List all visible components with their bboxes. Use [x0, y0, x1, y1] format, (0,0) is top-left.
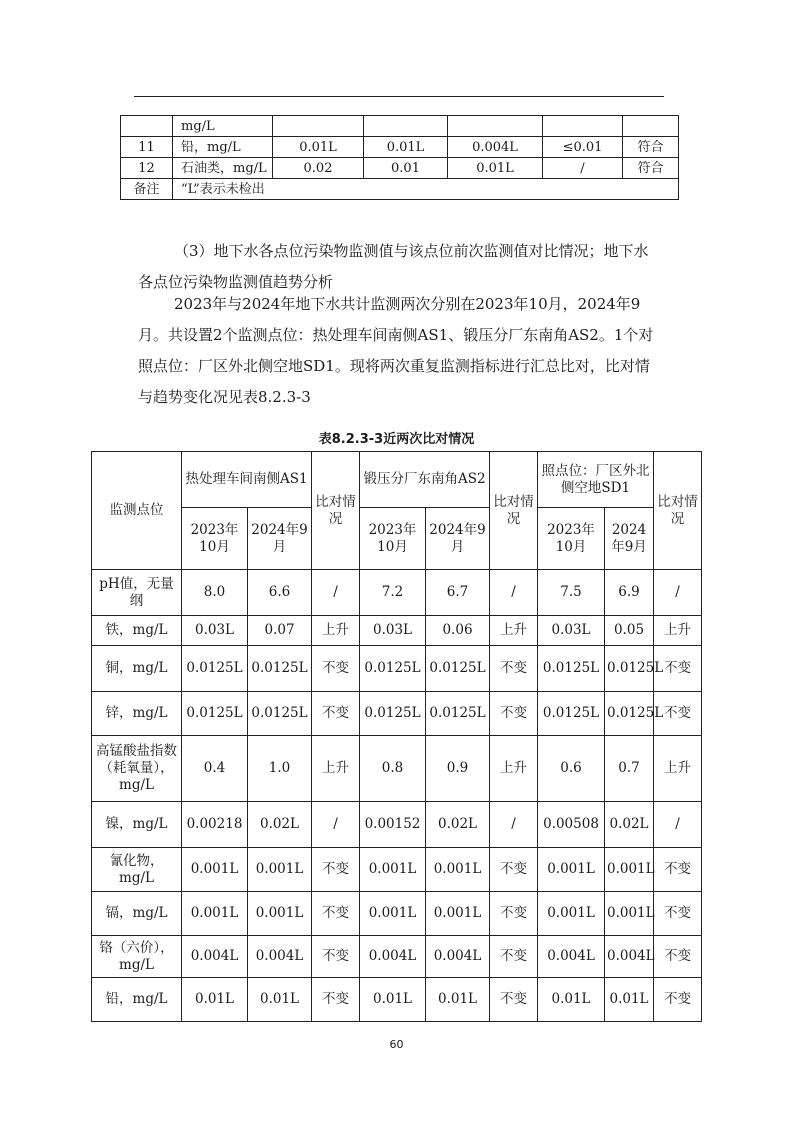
table-cell-item: 镉，mg/L [92, 892, 182, 936]
table-cell-ac: / [312, 802, 360, 848]
table-cell-c2: 6.9 [605, 570, 654, 616]
table-cell-c1: 0.001L [538, 848, 605, 892]
table-cell-bc: 不变 [490, 892, 538, 936]
table-cell-c4: / [543, 158, 623, 179]
table-cell-b2: 0.001L [426, 892, 490, 936]
header-compare: 比对情况 [654, 452, 702, 570]
table-cell-a1: 0.0125L [182, 646, 248, 692]
table-cell-c2: 0.004L [605, 936, 654, 978]
table-cell-item: 锌，mg/L [92, 692, 182, 736]
table-cell-c1: 0.01L [538, 978, 605, 1022]
table-cell-result: 符合 [623, 158, 679, 179]
table-cell-cc: 不变 [654, 978, 702, 1022]
table-row [92, 802, 702, 848]
table-cell-a1: 0.0125L [182, 692, 248, 736]
table-cell-ac: 不变 [312, 936, 360, 978]
table-cell-bc: / [490, 570, 538, 616]
table-cell-c2: 0.0125L [605, 646, 654, 692]
table-cell-b2: 0.0125L [426, 646, 490, 692]
section-heading-paragraph: （3）地下水各点位污染物监测值与该点位前次监测值对比情况；地下水各点位污染物监测值趋势分析 [138, 242, 649, 291]
table-cell-a2: 0.0125L [248, 646, 312, 692]
table-cell-b2: 0.0125L [426, 692, 490, 736]
table-cell-b2: 0.01L [426, 978, 490, 1022]
table-row [92, 570, 702, 616]
table-cell-cc: 不变 [654, 692, 702, 736]
table-cell-a1: 0.004L [182, 936, 248, 978]
table-cell-a2: 1.0 [248, 736, 312, 802]
table-row [92, 978, 702, 1022]
table-cell-a1: 8.0 [182, 570, 248, 616]
table-cell-c1: 0.004L [538, 936, 605, 978]
table-row [92, 848, 702, 892]
table-caption: 表8.2.3-3近两次比对情况 [318, 432, 475, 447]
table-cell-b2: 0.004L [426, 936, 490, 978]
table-cell-a2: 0.001L [248, 892, 312, 936]
table-cell-b1: 0.001L [360, 848, 426, 892]
table-cell-c4 [543, 116, 623, 137]
table-cell-ac: 不变 [312, 848, 360, 892]
table-cell-cc: 不变 [654, 936, 702, 978]
note-label: 备注 [121, 179, 173, 200]
table-cell-a1: 0.01L [182, 978, 248, 1022]
table-cell-c2: 0.01L [605, 978, 654, 1022]
table-row [92, 616, 702, 646]
table-cell-bc: / [490, 802, 538, 848]
header-location-as2: 锻压分厂东南角AS2 [360, 452, 490, 508]
table-cell-ac: 不变 [312, 892, 360, 936]
table-cell-c1: 0.6 [538, 736, 605, 802]
table-cell-b2: 0.02L [426, 802, 490, 848]
table-cell-a1: 0.001L [182, 892, 248, 936]
table-cell-c1 [273, 116, 364, 137]
table-cell-c1: 0.00508 [538, 802, 605, 848]
table-cell-b1: 0.03L [360, 616, 426, 646]
page-number: 60 [389, 1038, 404, 1051]
table-cell-bc: 不变 [490, 646, 538, 692]
table-cell-ac: 不变 [312, 646, 360, 692]
table-cell-c2 [364, 116, 448, 137]
header-compare: 比对情况 [312, 452, 360, 570]
table-cell-b2: 0.06 [426, 616, 490, 646]
header-year-2023: 2023年10月 [538, 508, 605, 570]
table-row [92, 692, 702, 736]
table-cell-b2: 0.001L [426, 848, 490, 892]
table-cell-ac: 不变 [312, 978, 360, 1022]
table-cell-b2: 0.9 [426, 736, 490, 802]
table-cell-item: 铬（六价），mg/L [92, 936, 182, 978]
table-cell-c3: 0.01L [448, 158, 543, 179]
table-cell-a1: 0.001L [182, 848, 248, 892]
table-cell-item: pH值，无量纲 [92, 570, 182, 616]
table-cell-cc: 上升 [654, 616, 702, 646]
table-cell-ac: / [312, 570, 360, 616]
table-cell-a1: 0.00218 [182, 802, 248, 848]
table-cell-a2: 0.01L [248, 978, 312, 1022]
table-cell-bc: 上升 [490, 616, 538, 646]
table-cell-item: 铅，mg/L [173, 137, 273, 158]
header-year-2023: 2023年10月 [360, 508, 426, 570]
note-text: “L”表示未检出 [173, 179, 679, 200]
table-cell-no [121, 116, 173, 137]
table-row [92, 892, 702, 936]
header-rule [134, 96, 664, 97]
table-cell-item: 石油类，mg/L [173, 158, 273, 179]
body-paragraph: 2023年与2024年地下水共计监测两次分别在2023年10月，2024年9月。共设置2个监测点位：热处理车间南侧AS1、锻压分厂东南角AS2。1个对照点位：厂区外北侧空地SD1。现将两次重复监测指标进行汇总比对，比对情与趋势变化况见表8.2.3-3 [138, 295, 654, 406]
table-cell-cc: 不变 [654, 646, 702, 692]
table-cell-c4: ≤0.01 [543, 137, 623, 158]
header-location-as1: 热处理车间南侧AS1 [182, 452, 312, 508]
table-cell-b1: 0.001L [360, 892, 426, 936]
table-cell-c2: 0.001L [605, 848, 654, 892]
table-row [92, 736, 702, 802]
standards-table-continued [120, 115, 679, 200]
table-cell-c1: 7.5 [538, 570, 605, 616]
table-cell-c3 [448, 116, 543, 137]
table-cell-bc: 不变 [490, 692, 538, 736]
table-cell-cc: 上升 [654, 736, 702, 802]
note-row [121, 179, 679, 200]
table-cell-bc: 不变 [490, 936, 538, 978]
table-cell-a2: 0.001L [248, 848, 312, 892]
table-cell-item: 高锰酸盐指数（耗氧量），mg/L [92, 736, 182, 802]
table-cell-item: 铅，mg/L [92, 978, 182, 1022]
table-cell-c2: 0.01 [364, 158, 448, 179]
table-cell-c2: 0.01L [364, 137, 448, 158]
header-year-2023: 2023年10月 [182, 508, 248, 570]
table-cell-c1: 0.001L [538, 892, 605, 936]
table-cell-b1: 0.0125L [360, 646, 426, 692]
table-cell-no: 11 [121, 137, 173, 158]
table-cell-c2: 0.7 [605, 736, 654, 802]
table-row [121, 137, 679, 158]
table-cell-c2: 0.02L [605, 802, 654, 848]
table-cell-a2: 6.6 [248, 570, 312, 616]
table-row [92, 646, 702, 692]
table-cell-c1: 0.0125L [538, 646, 605, 692]
table-row [121, 116, 679, 137]
comparison-table [91, 451, 702, 1022]
header-compare: 比对情况 [490, 452, 538, 570]
table-cell-no: 12 [121, 158, 173, 179]
table-cell-a2: 0.07 [248, 616, 312, 646]
table-cell-a2: 0.0125L [248, 692, 312, 736]
table-cell-item: 镍，mg/L [92, 802, 182, 848]
table-cell-c1: 0.03L [538, 616, 605, 646]
table-cell-c3: 0.004L [448, 137, 543, 158]
table-cell-cc: 不变 [654, 892, 702, 936]
header-year-2024: 2024年9月 [605, 508, 654, 570]
table-cell-bc: 不变 [490, 978, 538, 1022]
table-cell-b1: 0.01L [360, 978, 426, 1022]
table-cell-c1: 0.02 [273, 158, 364, 179]
table-cell-cc: / [654, 802, 702, 848]
table-cell-c2: 0.05 [605, 616, 654, 646]
header-year-2024: 2024年9月 [248, 508, 312, 570]
table-cell-b1: 0.8 [360, 736, 426, 802]
table-cell-bc: 上升 [490, 736, 538, 802]
table-cell-bc: 不变 [490, 848, 538, 892]
table-cell-b1: 0.004L [360, 936, 426, 978]
header-site: 监测点位 [92, 452, 182, 570]
table-cell-b1: 7.2 [360, 570, 426, 616]
header-year-2024: 2024年9月 [426, 508, 490, 570]
table-cell-a1: 0.4 [182, 736, 248, 802]
table-cell-ac: 上升 [312, 736, 360, 802]
table-cell-item: mg/L [173, 116, 273, 137]
table-cell-c1: 0.01L [273, 137, 364, 158]
table-cell-result: 符合 [623, 137, 679, 158]
table-cell-a1: 0.03L [182, 616, 248, 646]
table-cell-cc: / [654, 570, 702, 616]
table-cell-item: 铁，mg/L [92, 616, 182, 646]
table-cell-c2: 0.001L [605, 892, 654, 936]
table-cell-b1: 0.00152 [360, 802, 426, 848]
table-cell-ac: 不变 [312, 692, 360, 736]
table-cell-item: 铜，mg/L [92, 646, 182, 692]
table-cell-c1: 0.0125L [538, 692, 605, 736]
table-cell-b1: 0.0125L [360, 692, 426, 736]
table-cell-c2: 0.0125L [605, 692, 654, 736]
table-cell-ac: 上升 [312, 616, 360, 646]
table-row [92, 936, 702, 978]
table-cell-a2: 0.02L [248, 802, 312, 848]
table-cell-b2: 6.7 [426, 570, 490, 616]
table-cell-a2: 0.004L [248, 936, 312, 978]
table-cell-cc: 不变 [654, 848, 702, 892]
header-location-sd1: 照点位：厂区外北侧空地SD1 [538, 452, 654, 508]
table-row [121, 158, 679, 179]
table-cell-result [623, 116, 679, 137]
table-cell-item: 氰化物，mg/L [92, 848, 182, 892]
